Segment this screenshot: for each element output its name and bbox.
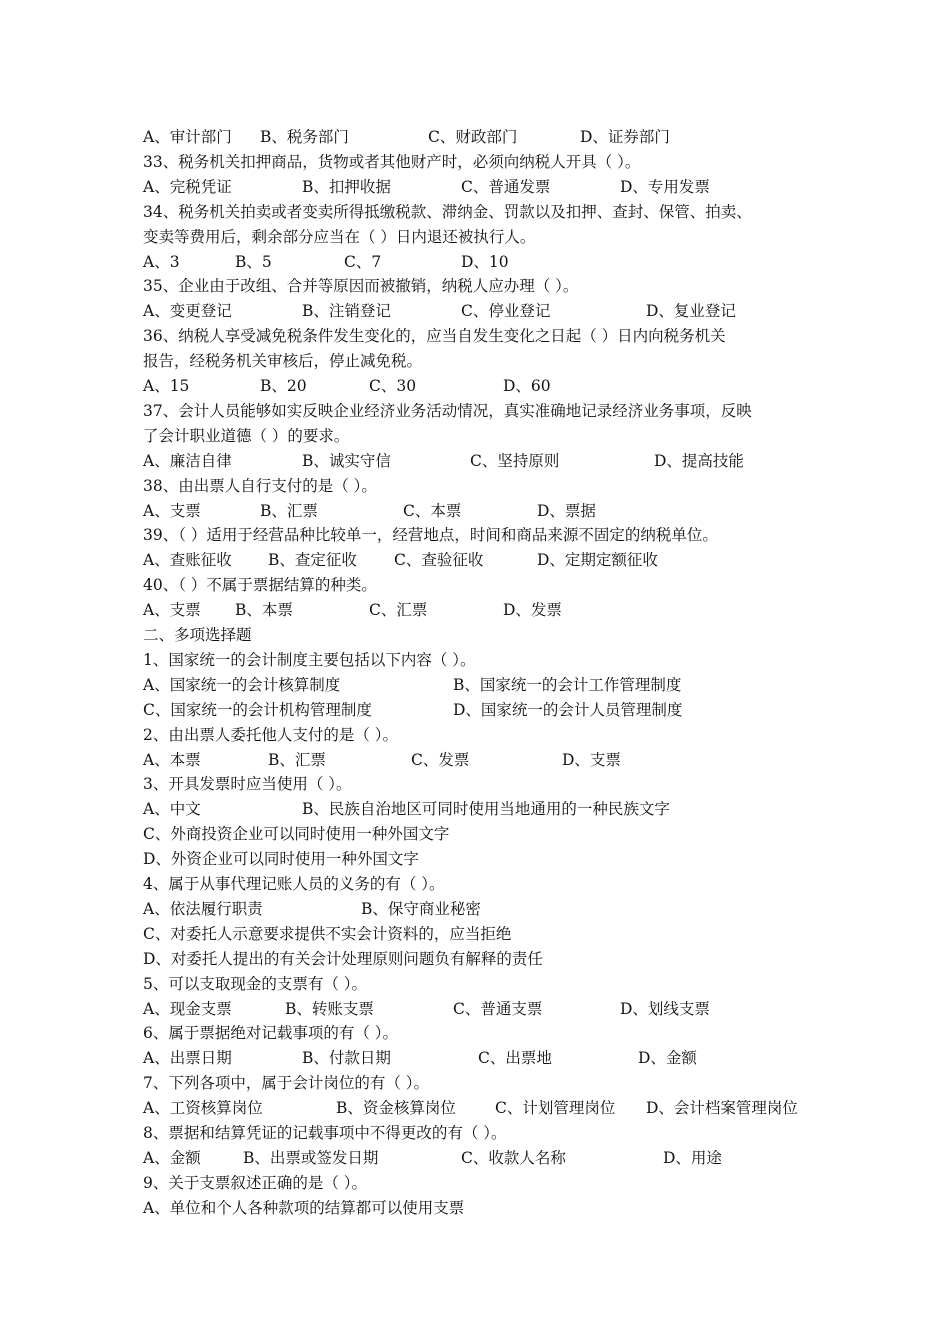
question-text: D、对委托人提出的有关会计处理原则问题负有解释的责任 [143, 949, 543, 968]
answer-option: C、收款人名称 [461, 1148, 566, 1167]
answer-option: A、现金支票 [143, 999, 232, 1018]
question-text: 二、多项选择题 [143, 626, 252, 644]
answer-option: B、税务部门 [260, 128, 349, 146]
answer-option: B、诚实守信 [302, 451, 391, 470]
answer-option: B、资金核算岗位 [336, 1099, 456, 1118]
answer-option: A、廉洁自律 [143, 451, 232, 470]
answer-option: B、5 [235, 252, 272, 271]
answer-option: A、中文 [143, 800, 201, 819]
answer-option: D、划线支票 [620, 999, 710, 1018]
answer-option: C、财政部门 [428, 128, 518, 146]
answer-option: D、复业登记 [646, 302, 736, 321]
answer-option: A、变更登记 [143, 302, 232, 321]
answer-option: B、本票 [235, 601, 293, 620]
answer-option: B、出票或签发日期 [243, 1148, 379, 1167]
answer-option: D、金额 [638, 1049, 697, 1068]
question-text: 5、可以支取现金的支票有（ ）。 [143, 974, 368, 993]
answer-option: B、国家统一的会计工作管理制度 [453, 675, 682, 694]
answer-option: D、定期定额征收 [537, 551, 658, 570]
answer-option: D、支票 [562, 750, 621, 769]
answer-option: B、转账支票 [285, 999, 374, 1018]
answer-option: D、10 [461, 252, 509, 271]
answer-option: B、20 [260, 377, 307, 395]
answer-option: B、汇票 [260, 501, 318, 520]
question-text: 8、票据和结算凭证的记载事项中不得更改的有（ ）。 [143, 1124, 507, 1142]
answer-option: C、坚持原则 [470, 451, 560, 470]
answer-option: A、完税凭证 [143, 177, 232, 196]
question-text: 2、由出票人委托他人支付的是（ ）。 [143, 725, 399, 744]
answer-option: A、依法履行职责 [143, 899, 263, 918]
answer-option: B、付款日期 [302, 1049, 391, 1068]
answer-option: D、发票 [503, 601, 562, 620]
answer-option: D、提高技能 [654, 451, 744, 470]
question-text: 36、纳税人享受减免税条件发生变化的，应当自发生变化之日起（ ）日内向税务机关 [143, 327, 726, 346]
answer-option: D、票据 [537, 501, 596, 520]
answer-option: D、专用发票 [620, 177, 710, 196]
answer-option: A、3 [143, 252, 180, 271]
answer-option: D、证券部门 [580, 128, 670, 146]
answer-option: D、会计档案管理岗位 [646, 1099, 798, 1118]
answer-option: A、金额 [143, 1148, 201, 1167]
answer-option: A、15 [143, 377, 190, 395]
question-text: 35、企业由于改组、合并等原因而被撤销，纳税人应办理（ ）。 [143, 277, 579, 296]
answer-option: C、查验征收 [394, 551, 484, 570]
answer-option: A、支票 [143, 601, 201, 620]
question-text: 33、税务机关扣押商品，货物或者其他财产时，必须向纳税人开具（ ）。 [143, 152, 641, 171]
question-text: 39、（ ）适用于经营品种比较单一，经营地点，时间和商品来源不固定的纳税单位。 [143, 526, 718, 545]
question-text: 变卖等费用后，剩余部分应当在（ ）日内退还被执行人。 [143, 227, 536, 246]
question-text: 3、开具发票时应当使用（ ）。 [143, 775, 352, 794]
question-text: 9、关于支票叙述正确的是（ ）。 [143, 1173, 368, 1192]
question-text: 了会计职业道德（ ）的要求。 [143, 426, 350, 445]
answer-option: C、出票地 [478, 1049, 552, 1068]
question-text: 40、（ ）不属于票据结算的种类。 [143, 576, 377, 595]
answer-option: A、本票 [143, 750, 201, 769]
answer-option: C、本票 [403, 501, 462, 520]
answer-option: B、汇票 [268, 750, 326, 769]
answer-option: B、注销登记 [302, 302, 391, 321]
question-text: C、外商投资企业可以同时使用一种外国文字 [143, 825, 450, 844]
question-text: 1、国家统一的会计制度主要包括以下内容（ ）。 [143, 650, 476, 669]
question-text: 6、属于票据绝对记载事项的有（ ）。 [143, 1024, 399, 1043]
question-text: 7、下列各项中，属于会计岗位的有（ ）。 [143, 1074, 430, 1093]
answer-option: C、计划管理岗位 [495, 1099, 616, 1118]
question-text: 37、会计人员能够如实反映企业经济业务活动情况，真实准确地记录经济业务事项，反映 [143, 401, 752, 420]
question-text: 38、由出票人自行支付的是（ ）。 [143, 476, 377, 495]
question-text: D、外资企业可以同时使用一种外国文字 [143, 850, 419, 869]
answer-option: A、审计部门 [143, 128, 232, 146]
answer-option: C、30 [369, 377, 417, 395]
answer-option: B、保守商业秘密 [361, 899, 481, 918]
answer-option: A、查账征收 [143, 551, 232, 570]
answer-option: C、国家统一的会计机构管理制度 [143, 700, 372, 719]
answer-option: A、支票 [143, 501, 201, 520]
answer-option: C、普通支票 [453, 999, 543, 1018]
answer-option: A、出票日期 [143, 1049, 232, 1068]
question-text: 报告，经税务机关审核后，停止减免税。 [143, 352, 423, 371]
answer-option: C、汇票 [369, 601, 428, 620]
answer-option: B、民族自治地区可同时使用当地通用的一种民族文字 [302, 800, 670, 819]
answer-option: A、国家统一的会计核算制度 [143, 675, 341, 694]
answer-option: C、普通发票 [461, 177, 551, 196]
answer-option: D、用途 [663, 1148, 722, 1167]
answer-option: D、国家统一的会计人员管理制度 [453, 700, 683, 719]
answer-option: C、发票 [411, 750, 470, 769]
answer-option: A、工资核算岗位 [143, 1099, 263, 1118]
answer-option: B、查定征收 [268, 551, 357, 570]
question-text: A、单位和个人各种款项的结算都可以使用支票 [143, 1198, 465, 1217]
answer-option: C、停业登记 [461, 302, 551, 321]
question-text: 4、属于从事代理记账人员的义务的有（ ）。 [143, 875, 445, 893]
answer-option: B、扣押收据 [302, 177, 391, 196]
question-text: C、对委托人示意要求提供不实会计资料的，应当拒绝 [143, 924, 512, 943]
answer-option: C、7 [344, 252, 382, 271]
question-text: 34、税务机关拍卖或者变卖所得抵缴税款、滞纳金、罚款以及扣押、查封、保管、拍卖、 [143, 202, 752, 221]
answer-option: D、60 [503, 377, 551, 395]
